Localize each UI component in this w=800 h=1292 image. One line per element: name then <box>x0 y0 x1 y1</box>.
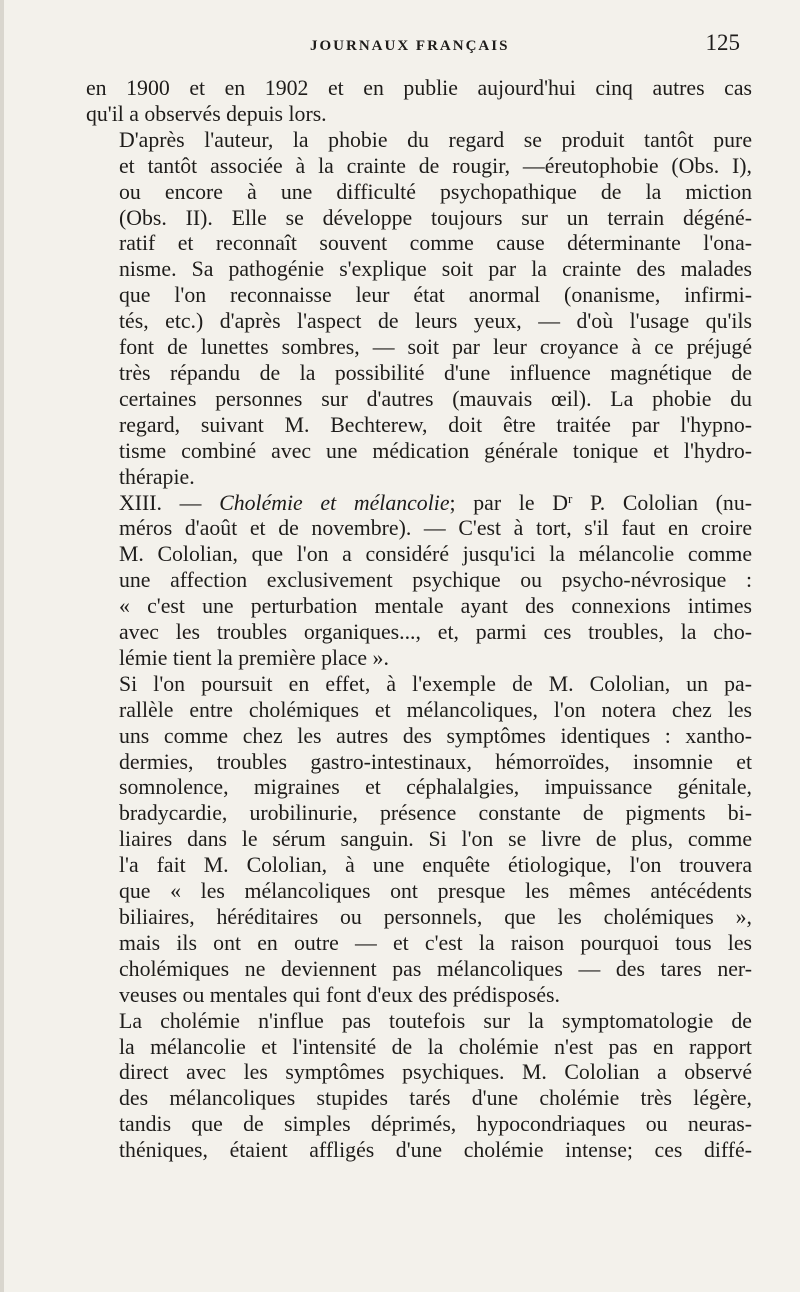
text-line: lémie tient la première place ». <box>119 645 389 670</box>
text-line: mais ils ont en outre — et c'est la raison pourquoi tous les <box>119 930 752 955</box>
text-line: très répandu de la possibilité d'une influence magnétique de <box>119 360 752 385</box>
text-line: regard, suivant M. Bechterew, doit être traitée par l'hypno- <box>119 412 752 437</box>
paragraph-1 <box>86 76 752 128</box>
text-line: uns comme chez les autres des symptômes identiques : xantho- <box>119 723 752 748</box>
text-line: thérapie. <box>119 464 195 489</box>
text-line: biliaires, héréditaires ou personnels, que les cholémiques », <box>119 905 752 929</box>
text-line: M. Cololian, que l'on a considéré jusqu'ici la mélancolie comme <box>119 542 752 567</box>
page-number: 125 <box>705 30 740 55</box>
text-line: théniques, étaient affligés d'une cholémie intense; ces diffé- <box>119 1138 752 1163</box>
text-line: Si l'on poursuit en effet, à l'exemple de M. Cololian, un pa- <box>119 671 752 696</box>
text-line: somnolence, migraines et céphalalgies, impuissance génitale, <box>119 775 752 800</box>
text-line: avec les troubles organiques..., et, parmi ces troubles, la cho- <box>119 620 752 645</box>
text-line: liaires dans le sérum sanguin. Si l'on se livre de plus, comme <box>119 827 752 852</box>
text-line: une affection exclusivement psychique ou psycho-névrosique : <box>119 568 752 593</box>
text-line: tandis que de simples déprimés, hypocondriaques ou neuras- <box>119 1112 752 1137</box>
text-line: rallèle entre cholémiques et mélancoliques, l'on notera chez les <box>119 697 752 722</box>
paragraph-4 <box>86 672 752 1009</box>
text-line: cholémiques ne deviennent pas mélancoliques — des tares ner- <box>119 956 752 981</box>
text-line: veuses ou mentales qui font d'eux des prédisposés. <box>119 982 560 1007</box>
section-title: Cholémie et mélancolie <box>219 490 450 515</box>
text-line: que « les mélancoliques ont presque les mêmes antécédents <box>119 879 752 904</box>
text-line: tés, etc.) d'après l'aspect de leurs yeux, — d'où l'usage qu'ils <box>119 309 752 334</box>
paragraph-5 <box>86 1009 752 1164</box>
text-line: que l'on reconnaisse leur état anormal (onanisme, infirmi- <box>119 283 752 308</box>
text-line: « c'est une perturbation mentale ayant des connexions intimes <box>119 594 752 619</box>
page-edge <box>0 0 4 1292</box>
paragraph-2 <box>86 128 752 491</box>
page-header <box>88 30 740 66</box>
section-author: P. Cololian (nu- <box>572 490 752 515</box>
text-line: la mélancolie et l'intensité de la cholémie n'est pas en rapport <box>119 1034 752 1059</box>
body-text <box>86 76 752 1164</box>
text-line: des mélancoliques stupides tarés d'une cholémie très légère, <box>119 1086 752 1111</box>
text-line: l'a fait M. Cololian, à une enquête étiologique, l'on trouvera <box>119 853 752 878</box>
text-line: font de lunettes sombres, — soit par leur croyance à ce préjugé <box>119 335 752 360</box>
text-line: tisme combiné avec une médication générale tonique et l'hydro- <box>119 438 752 463</box>
text-line: D'après l'auteur, la phobie du regard se produit tantôt pure <box>119 127 752 152</box>
text-line: La cholémie n'influe pas toutefois sur la symptomatologie de <box>119 1008 752 1033</box>
text-line: en 1900 et en 1902 et en publie aujourd'hui cinq autres cas <box>86 76 752 100</box>
paragraph-3 <box>86 491 752 672</box>
section-number: XIII. — <box>119 490 220 515</box>
text-line: ratif et reconnaît souvent comme cause déterminante l'ona- <box>119 231 752 256</box>
text-line: dermies, troubles gastro-intestinaux, hémorroïdes, insomnie et <box>119 749 752 774</box>
superscript: r <box>567 490 573 506</box>
text-line: certaines personnes sur d'autres (mauvais œil). La phobie du <box>119 386 752 411</box>
running-head: JOURNAUX FRANÇAIS <box>310 38 510 54</box>
text-line: (Obs. II). Elle se développe toujours sur un terrain dégéné- <box>119 205 752 230</box>
section-heading-line <box>86 491 752 517</box>
text-line: méros d'août et de novembre). — C'est à tort, s'il faut en croire <box>119 516 752 541</box>
text-line: bradycardie, urobilinurie, présence constante de pigments bi- <box>119 801 752 826</box>
text-line: et tantôt associée à la crainte de rougir, —éreutophobie (Obs. I), <box>119 153 752 178</box>
text-line: direct avec les symptômes psychiques. M. Cololian a observé <box>119 1060 752 1085</box>
text-line: nisme. Sa pathogénie s'explique soit par la crainte des malades <box>119 257 752 282</box>
section-author-prefix: ; par le D <box>449 490 568 515</box>
text-line: qu'il a observés depuis lors. <box>86 101 327 126</box>
text-line: ou encore à une difficulté psychopathique de la miction <box>119 179 752 204</box>
